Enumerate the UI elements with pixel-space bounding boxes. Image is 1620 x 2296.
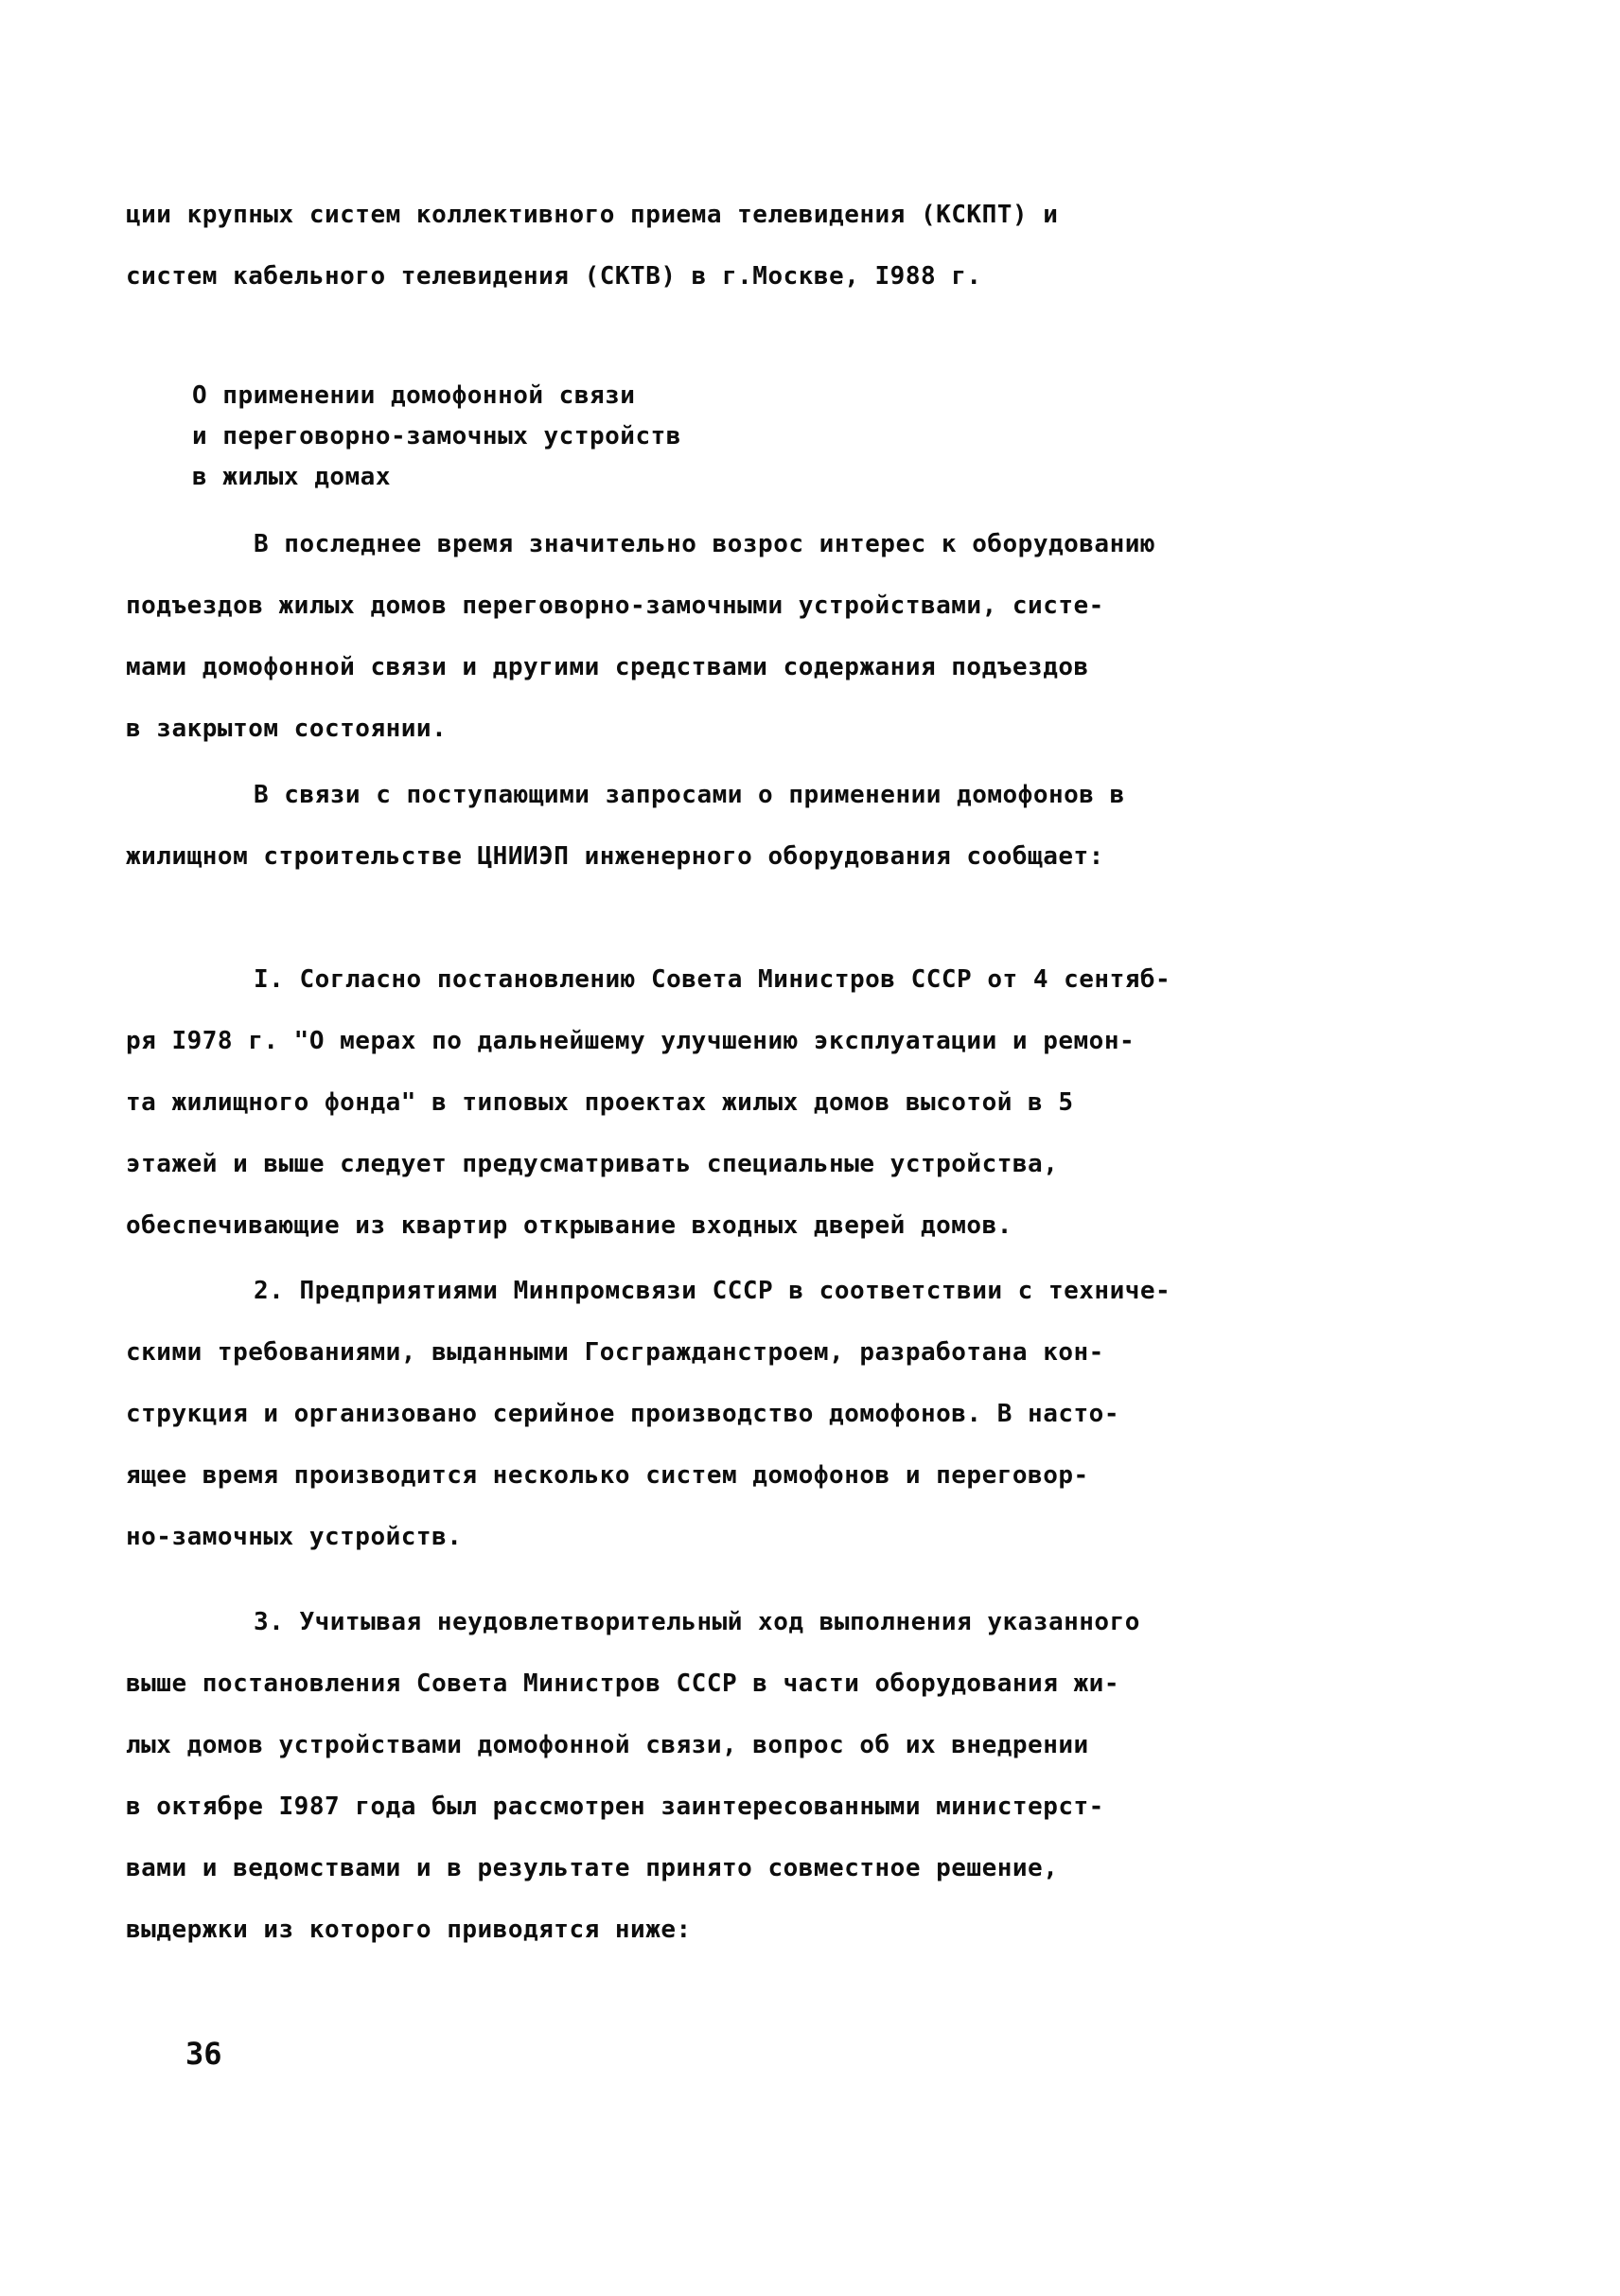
text-line: вами и ведомствами и в результате принято совместное решение, bbox=[126, 1854, 1059, 1882]
text-line: та жилищного фонда" в типовых проектах жилых домов высотой в 5 bbox=[126, 1088, 1074, 1117]
text-line: выдержки из которого приводятся ниже: bbox=[126, 1916, 692, 1944]
text-line: 2. Предприятиями Минпромсвязи СССР в соответствии с техниче- bbox=[254, 1277, 1171, 1305]
text-line: 3. Учитывая неудовлетворительный ход выполнения указанного bbox=[254, 1608, 1140, 1636]
text-line: подъездов жилых домов переговорно-замочными устройствами, систе- bbox=[126, 592, 1104, 620]
text-line: в октябре I987 года был рассмотрен заинтересованными министерст- bbox=[126, 1793, 1104, 1821]
text-line: жилищном строительстве ЦНИИЭП инженерного оборудования сообщает: bbox=[126, 842, 1104, 871]
text-line: мами домофонной связи и другими средствами содержания подъездов bbox=[126, 653, 1089, 681]
text-line: но-замочных устройств. bbox=[126, 1523, 463, 1551]
item-2 bbox=[126, 1261, 1507, 1568]
text-line: скими требованиями, выданными Госгражданстроем, разработана кон- bbox=[126, 1338, 1104, 1367]
item-1 bbox=[126, 949, 1507, 1257]
text-line bbox=[126, 888, 1507, 949]
paragraph-intro bbox=[126, 514, 1507, 760]
section-heading bbox=[126, 376, 1507, 498]
text-line: этажей и выше следует предусматривать специальные устройства, bbox=[126, 1150, 1059, 1178]
page-number: 36 bbox=[185, 2036, 222, 2072]
text-line: ря I978 г. "О мерах по дальнейшему улучшению эксплуатации и ремон- bbox=[126, 1027, 1136, 1055]
text-line: выше постановления Совета Министров СССР в части оборудования жи- bbox=[126, 1669, 1119, 1698]
text-line: О применении домофонной связи bbox=[192, 381, 636, 410]
text-line: ции крупных систем коллективного приема телевидения (КСКПТ) и bbox=[126, 201, 1059, 229]
paragraph-zaprosy bbox=[126, 765, 1507, 949]
text-line: в закрытом состоянии. bbox=[126, 715, 448, 743]
typewritten-text-column bbox=[126, 0, 1507, 1961]
text-line: обеспечивающие из квартир открывание входных дверей домов. bbox=[126, 1211, 1012, 1240]
text-line: систем кабельного телевидения (СКТВ) в г.Москве, I988 г. bbox=[126, 262, 982, 291]
text-line: и переговорно-замочных устройств bbox=[192, 422, 681, 450]
text-line: лых домов устройствами домофонной связи, вопрос об их внедрении bbox=[126, 1731, 1089, 1759]
text-line: ящее время производится несколько систем домофонов и переговор- bbox=[126, 1461, 1089, 1490]
text-line: I. Согласно постановлению Совета Министров СССР от 4 сентяб- bbox=[254, 965, 1171, 994]
text-line: струкция и организовано серийное производство домофонов. В насто- bbox=[126, 1400, 1119, 1428]
item-3 bbox=[126, 1592, 1507, 1961]
text-line: в жилых домах bbox=[192, 463, 391, 491]
intro-continuation bbox=[126, 185, 1507, 308]
text-line: В связи с поступающими запросами о применении домофонов в bbox=[254, 781, 1125, 809]
text-line: В последнее время значительно возрос интерес к оборудованию bbox=[254, 530, 1156, 558]
